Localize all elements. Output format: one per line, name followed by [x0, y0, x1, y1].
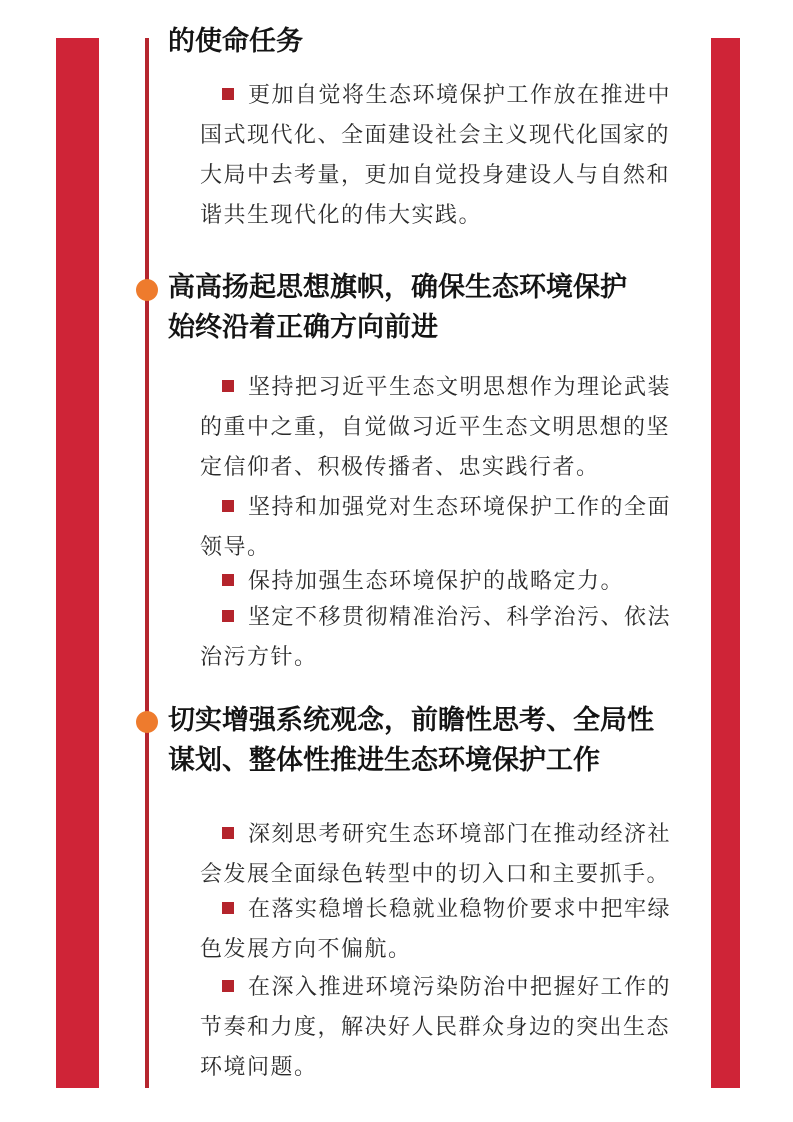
left-red-band [56, 38, 99, 1088]
red-square-bullet-icon [222, 827, 234, 839]
heading-line: 高高扬起思想旗帜，确保生态环境保护 [168, 272, 627, 303]
red-square-bullet-icon [222, 380, 234, 392]
red-square-bullet-icon [222, 88, 234, 100]
heading-line: 的使命任务 [168, 26, 303, 57]
right-red-band [711, 38, 740, 1088]
heading-line: 谋划、整体性推进生态环境保护工作 [168, 745, 600, 776]
list-item [200, 488, 675, 568]
list-item [200, 598, 675, 678]
list-item [200, 76, 675, 236]
section-heading [168, 22, 303, 62]
list-item-text: 在落实稳增长稳就业稳物价要求中把牢绿色发展方向不偏航。 [200, 897, 672, 962]
list-item [200, 890, 675, 970]
section-heading [168, 701, 654, 781]
red-square-bullet-icon [222, 610, 234, 622]
timeline-line [145, 38, 149, 1088]
list-item-text: 深刻思考研究生态环境部门在推动经济社会发展全面绿色转型中的切入口和主要抓手。 [200, 822, 672, 887]
list-item-text: 坚定不移贯彻精准治污、科学治污、依法治污方针。 [200, 605, 672, 670]
red-square-bullet-icon [222, 902, 234, 914]
list-item [200, 562, 675, 602]
list-item [200, 815, 675, 895]
red-square-bullet-icon [222, 980, 234, 992]
list-item [200, 968, 675, 1088]
list-item-text: 坚持和加强党对生态环境保护工作的全面领导。 [200, 495, 672, 560]
red-square-bullet-icon [222, 574, 234, 586]
red-square-bullet-icon [222, 500, 234, 512]
section-heading [168, 268, 627, 348]
list-item-text: 坚持把习近平生态文明思想作为理论武装的重中之重，自觉做习近平生态文明思想的坚定信仰者、积极传播者、忠实践行者。 [200, 375, 672, 480]
orange-dot-icon [136, 711, 158, 733]
orange-dot-icon [136, 279, 158, 301]
list-item [200, 368, 675, 488]
heading-line: 切实增强系统观念，前瞻性思考、全局性 [168, 705, 654, 736]
list-item-text: 更加自觉将生态环境保护工作放在推进中国式现代化、全面建设社会主义现代化国家的大局中去考量，更加自觉投身建设人与自然和谐共生现代化的伟大实践。 [200, 83, 672, 228]
list-item-text: 保持加强生态环境保护的战略定力。 [248, 569, 625, 594]
list-item-text: 在深入推进环境污染防治中把握好工作的节奏和力度，解决好人民群众身边的突出生态环境问题。 [200, 975, 672, 1080]
heading-line: 始终沿着正确方向前进 [168, 312, 438, 343]
